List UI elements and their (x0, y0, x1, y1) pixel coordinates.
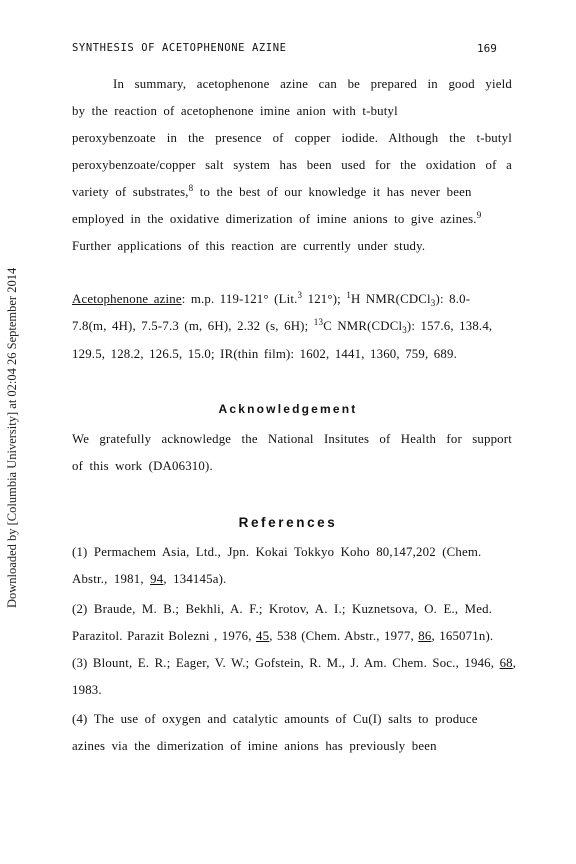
download-watermark: Downloaded by [Columbia University] at 02:04 26 September 2014 (5, 267, 19, 608)
summary-line-4: peroxybenzoate/copper salt system has been used for the oxidation of a (72, 158, 512, 172)
reference-4-line-1: (4) The use of oxygen and catalytic amounts of Cu(I) salts to produce (72, 712, 478, 726)
reference-2-line-1: (2) Braude, M. B.; Bekhli, A. F.; Krotov, A. I.; Kuznetsova, O. E., Med. (72, 602, 493, 616)
references-heading: References (238, 515, 338, 530)
summary-line-1: In summary, acetophenone azine can be prepared in good yield (113, 77, 512, 91)
summary-line-2: by the reaction of acetophenone imine anion with t-butyl (72, 104, 398, 118)
reference-3-line-1: (3) Blount, E. R.; Eager, V. W.; Gofstein, R. M., J. Am. Chem. Soc., 1946, 68, (72, 656, 517, 670)
acknowledgement-heading: Acknowledgement (218, 402, 358, 416)
summary-line-7: Further applications of this reaction are currently under study. (72, 239, 426, 253)
reference-4-line-2: azines via the dimerization of imine anions has previously been (72, 739, 437, 753)
summary-line-5: variety of substrates,$^8$ to the best of our knowledge it has never been (72, 183, 472, 199)
reference-3-line-2: 1983. (72, 683, 102, 697)
page-number: 169 (477, 42, 497, 55)
reference-1-line-2: Abstr., 1981, 94, 134145a). (72, 572, 227, 586)
acknowledgement-line-2: of this work (DA06310). (72, 459, 213, 473)
running-title: SYNTHESIS OF ACETOPHENONE AZINE (72, 42, 287, 54)
compound-name: Acetophenone azine (72, 292, 182, 306)
experimental-line-3: 129.5, 128.2, 126.5, 15.0; IR(thin film): 1602, 1441, 1360, 759, 689. (72, 347, 457, 361)
experimental-line-1: Acetophenone azine: m.p. 119-121° (Lit.$^3$ 121°); $^1$H NMR(CDCl$_3$): 8.0- (72, 290, 471, 308)
acknowledgement-line-1: We gratefully acknowledge the National Insitutes of Health for support (72, 432, 512, 446)
summary-line-6: employed in the oxidative dimerization of imine anions to give azines.$^9$ (72, 210, 482, 226)
reference-2-line-2: Parazitol. Parazit Bolezni , 1976, 45, 538 (Chem. Abstr., 1977, 86, 165071n). (72, 629, 494, 643)
reference-1-line-1: (1) Permachem Asia, Ltd., Jpn. Kokai Tokkyo Koho 80,147,202 (Chem. (72, 545, 482, 559)
summary-line-3: peroxybenzoate in the presence of copper iodide. Although the t-butyl (72, 131, 512, 145)
experimental-line-2: 7.8(m, 4H), 7.5-7.3 (m, 6H), 2.32 (s, 6H); $^{13}$C NMR(CDCl$_3$): 157.6, 138.4, (72, 317, 493, 335)
